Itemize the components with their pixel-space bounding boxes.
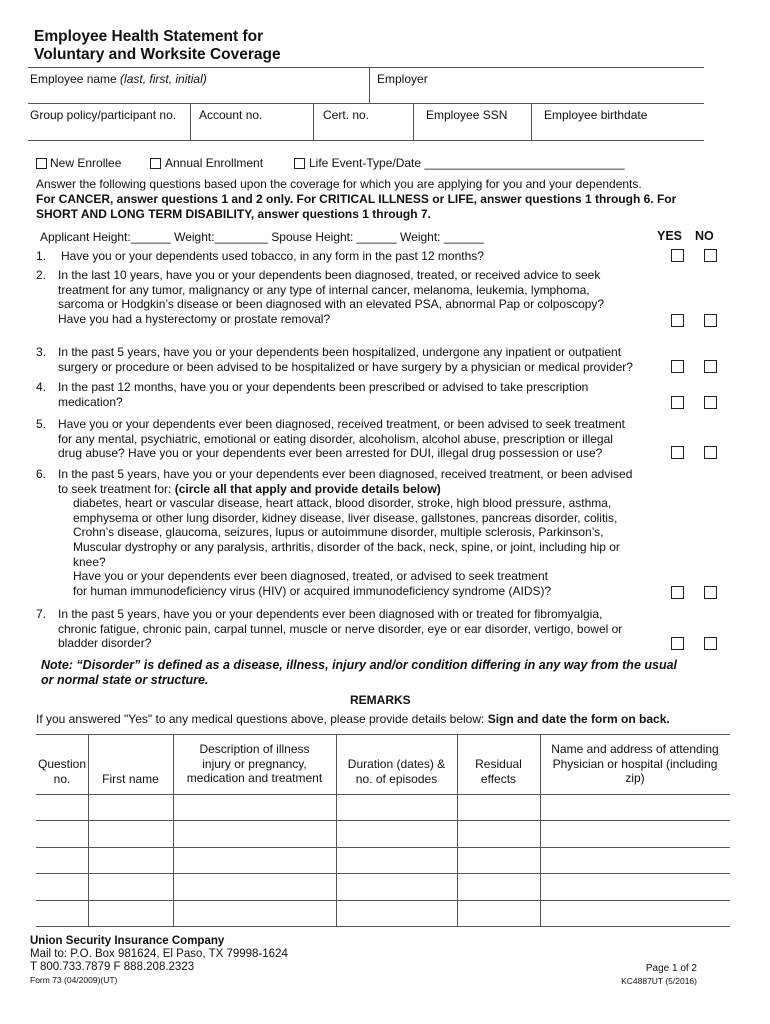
q7-yes-checkbox[interactable]	[671, 637, 684, 650]
height-weight-fields[interactable]: Applicant Height:______ Weight:________ Spouse Height: ______ Weight: ______	[40, 230, 484, 244]
remarks-sign-note: Sign and date the form on back.	[487, 712, 670, 726]
annual-enrollment-checkbox[interactable]	[150, 158, 161, 169]
question-number: 2.	[36, 268, 47, 282]
title-line-1: Employee Health Statement for	[34, 28, 264, 45]
q7-no-checkbox[interactable]	[704, 637, 717, 650]
q4-no-checkbox[interactable]	[704, 396, 717, 409]
divider	[313, 103, 314, 140]
q2-no-checkbox[interactable]	[704, 314, 717, 327]
q6-no-checkbox[interactable]	[704, 586, 717, 599]
question-6-text	[58, 467, 632, 598]
question-number: 5.	[36, 417, 47, 431]
life-event-checkbox[interactable]	[294, 158, 305, 169]
q6-line: In the past 5 years, have you or your dependents ever been diagnosed, received treatment, or been advised	[58, 467, 633, 481]
form-title	[34, 28, 281, 64]
q5-no-checkbox[interactable]	[704, 446, 717, 459]
footer-company-info	[30, 935, 288, 987]
q7-line: In the past 5 years, have you or your dependents ever been diagnosed with or treated for fibromyalgia,	[58, 607, 603, 621]
q6-line	[58, 482, 632, 497]
form-code: KC4887UT (5/2016)	[621, 976, 697, 986]
instruction-line-2: For CANCER, answer questions 1 and 2 only. For CRITICAL ILLNESS or LIFE, answer questions 1 through 6. For	[36, 192, 677, 206]
question-1-text: Have you or your dependents used tobacco, in any form in the past 12 months?	[61, 249, 484, 263]
col-header-line: medication and treatment	[186, 771, 323, 785]
q1-yes-checkbox[interactable]	[671, 249, 684, 262]
employee-name-label: Employee name	[30, 72, 121, 86]
q4-line: In the past 12 months, have you or your dependents been prescribed or advised to take prescription	[58, 380, 589, 394]
divider	[190, 103, 191, 140]
table-row[interactable]	[36, 926, 730, 927]
col-duration	[336, 757, 457, 786]
col-header-line: no. of episodes	[355, 771, 438, 786]
employee-name-field[interactable]	[30, 72, 207, 86]
q6-instruction: (circle all that apply and provide details below)	[174, 481, 441, 496]
q2-line: Have you had a hysterectomy or prostate removal?	[58, 311, 331, 326]
q1-no-checkbox[interactable]	[704, 249, 717, 262]
footer-page-info	[621, 962, 697, 988]
question-number: 1.	[36, 249, 47, 263]
col-residual	[457, 757, 540, 786]
note-line: or normal state or structure.	[41, 673, 209, 687]
col-header-line: Question	[37, 757, 87, 771]
q2-line: In the last 10 years, have you or your dependents been diagnosed, treated, or received advice to seek	[58, 268, 601, 282]
divider	[531, 103, 532, 140]
question-number: 4.	[36, 380, 47, 394]
col-question-no	[36, 757, 88, 786]
divider	[28, 103, 704, 104]
question-number: 7.	[36, 607, 47, 621]
question-2-text	[58, 268, 604, 326]
yes-column-header: YES	[657, 229, 683, 243]
birthdate-field[interactable]: Employee birthdate	[544, 108, 648, 122]
table-row[interactable]	[36, 794, 730, 795]
q3-no-checkbox[interactable]	[704, 360, 717, 373]
col-header-line: no.	[53, 771, 71, 786]
group-policy-field[interactable]: Group policy/participant no.	[30, 108, 177, 122]
q6-line: Crohn’s disease, glaucoma, seizures, lupus or autoimmune disorder, multiple sclerosis, Parkinson’s,	[73, 525, 604, 540]
table-row[interactable]	[36, 847, 730, 848]
q2-yes-checkbox[interactable]	[671, 314, 684, 327]
q3-line: surgery or procedure or been advised to be hospitalized or have surgery by a physician or medical provider?	[58, 359, 633, 374]
table-row[interactable]	[36, 820, 730, 821]
q2-line: sarcoma or Hodgkin’s disease or been diagnosed with an elevated PSA, abnormal Pap or colposcopy?	[58, 297, 605, 312]
col-header-line: injury or pregnancy,	[202, 756, 307, 771]
form-number: Form 73 (04/2009)(UT)	[30, 975, 118, 985]
col-header-line: Duration (dates) &	[347, 757, 446, 771]
remarks-intro: If you answered "Yes" to any medical questions above, please provide details below:	[36, 712, 488, 726]
annual-enrollment-label: Annual Enrollment	[165, 156, 264, 170]
table-border	[36, 734, 730, 735]
col-header-line: effects	[480, 771, 517, 786]
question-3-text	[58, 345, 633, 374]
ssn-field[interactable]: Employee SSN	[426, 108, 508, 122]
question-5-text	[58, 417, 625, 461]
table-row[interactable]	[36, 873, 730, 874]
col-header-line: Physician or hospital (including	[552, 756, 718, 771]
new-enrollee-label: New Enrollee	[50, 156, 122, 170]
title-line-2: Voluntary and Worksite Coverage	[34, 46, 281, 63]
life-event-label: Life Event-Type/Date ______________________________	[309, 156, 625, 170]
q7-line: chronic fatigue, chronic pain, carpal tunnel, muscle or nerve disorder, eye or ear disorder, vertigo, bowel or	[58, 621, 623, 636]
cert-field[interactable]: Cert. no.	[323, 108, 370, 122]
q6-line: for human immunodeficiency virus (HIV) or acquired immunodeficiency syndrome (AIDS)?	[73, 583, 552, 598]
remarks-instructions	[36, 712, 670, 727]
col-header-line: Residual	[475, 757, 522, 771]
note-line: Note: “Disorder” is defined as a disease, illness, injury and/or condition differing in any way from the usual	[41, 658, 678, 672]
q6-yes-checkbox[interactable]	[671, 586, 684, 599]
q6-line: emphysema or other lung disorder, kidney disease, liver disease, gallstones, pancreas disorder, colitis,	[73, 510, 618, 525]
question-number: 3.	[36, 345, 47, 359]
col-header-line: Description of illness	[199, 742, 310, 756]
question-4-text	[58, 380, 588, 409]
mail-address: Mail to: P.O. Box 981624, El Paso, TX 79998-1624	[30, 948, 288, 960]
q6-line: diabetes, heart or vascular disease, heart attack, blood disorder, stroke, high blood pressure, asthma,	[73, 496, 612, 511]
col-header-line: Name and address of attending	[551, 742, 719, 756]
q5-line: drug abuse? Have you or your dependents ever been arrested for DUI, illegal drug possession or use?	[58, 446, 603, 461]
col-header-line: zip)	[625, 771, 645, 785]
page-number: Page 1 of 2	[645, 963, 697, 974]
divider	[369, 67, 370, 103]
q5-line: Have you or your dependents ever been diagnosed, received treatment, or been advised to seek treatment	[58, 417, 626, 431]
col-physician	[540, 742, 730, 786]
no-column-header: NO	[695, 229, 714, 243]
table-row[interactable]	[36, 900, 730, 901]
employer-field[interactable]: Employer	[377, 72, 428, 86]
q6-line: Muscular dystrophy or any paralysis, arthritis, disorder of the back, neck, spine, or joint, including hip or	[73, 539, 620, 554]
instruction-line-3: SHORT AND LONG TERM DISABILITY, answer questions 1 through 7.	[36, 207, 431, 221]
remarks-heading: REMARKS	[350, 693, 411, 707]
q6-text: to seek treatment for:	[58, 481, 175, 496]
q2-line: treatment for any tumor, malignancy or any type of internal cancer, melanoma, leukemia, lymphoma,	[58, 282, 590, 297]
q3-line: In the past 5 years, have you or your dependents been hospitalized, undergone any inpatient or outpatient	[58, 345, 622, 359]
q6-line: Have you or your dependents ever been diagnosed, treated, or advised to seek treatment	[73, 569, 548, 584]
q3-yes-checkbox[interactable]	[671, 360, 684, 373]
company-name: Union Security Insurance Company	[30, 935, 225, 947]
employee-name-hint: (last, first, initial)	[120, 72, 207, 86]
table-border	[88, 734, 89, 927]
col-first-name: First name	[102, 772, 159, 786]
question-7-text	[58, 607, 622, 651]
q4-line: medication?	[58, 394, 123, 409]
q5-line: for any mental, psychiatric, emotional or eating disorder, alcoholism, alcohol abuse, prescription or illegal	[58, 431, 613, 446]
q5-yes-checkbox[interactable]	[671, 446, 684, 459]
new-enrollee-checkbox[interactable]	[36, 158, 47, 169]
phone-fax: T 800.733.7879 F 888.208.2323	[30, 961, 195, 973]
question-number: 6.	[36, 467, 47, 481]
q6-line: knee?	[73, 554, 106, 569]
disorder-note	[41, 658, 677, 688]
divider	[28, 67, 704, 68]
q4-yes-checkbox[interactable]	[671, 396, 684, 409]
divider	[413, 103, 414, 140]
q7-line: bladder disorder?	[58, 636, 152, 651]
col-description	[173, 742, 336, 786]
account-field[interactable]: Account no.	[199, 108, 263, 122]
divider	[28, 140, 704, 141]
instruction-line-1: Answer the following questions based upon the coverage for which you are applying for you and your dependents.	[36, 177, 642, 191]
